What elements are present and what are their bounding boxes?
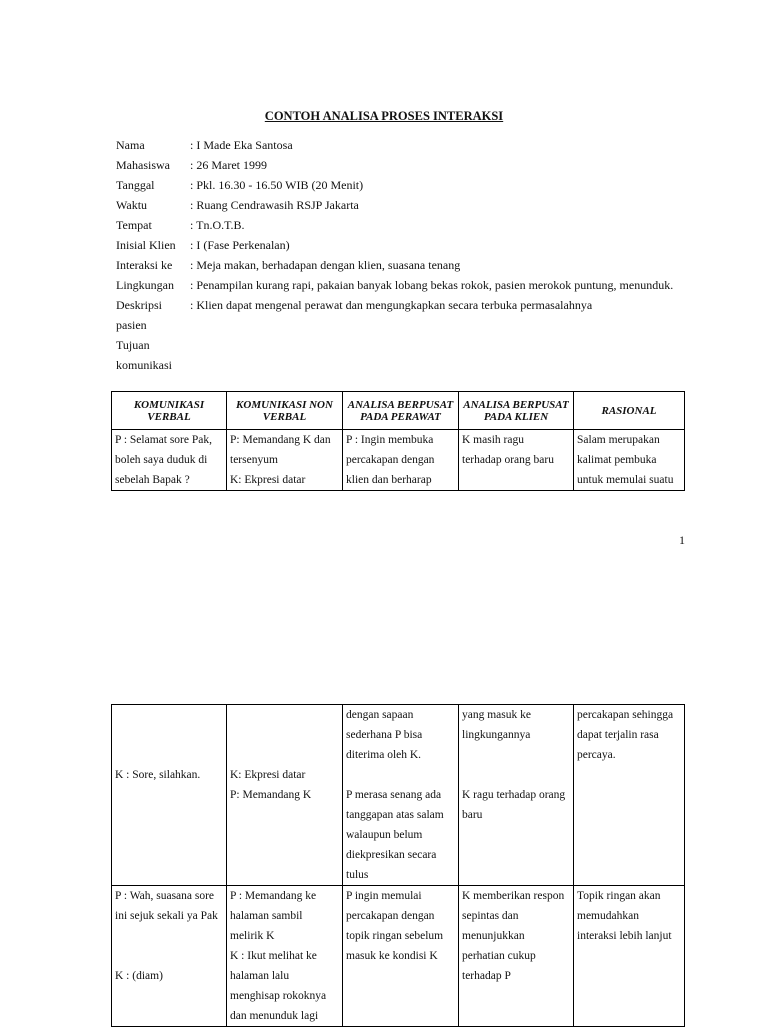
cell-text: percaya.	[577, 749, 616, 761]
cell-text	[462, 470, 570, 490]
cell-text	[230, 725, 339, 745]
meta-label: Tujuan	[116, 338, 150, 352]
meta-row	[116, 255, 716, 275]
cell-text: K : Ikut melihat ke	[230, 950, 317, 962]
cell-text	[115, 725, 223, 745]
cell-text: lingkungannya	[462, 729, 531, 741]
cell-text: K : Sore, silahkan.	[115, 769, 201, 781]
meta-label: Interaksi ke	[116, 258, 173, 272]
meta-row	[116, 175, 716, 195]
cell-text	[577, 845, 681, 865]
meta-row	[116, 155, 716, 175]
meta-value: : Meja makan, berhadapan dengan klien, suasana tenang	[190, 258, 461, 272]
header-nonverbal: KOMUNIKASI NON VERBAL	[227, 392, 343, 430]
table-row	[112, 430, 685, 491]
cell-verbal	[112, 705, 227, 886]
cell-text	[577, 785, 681, 805]
cell-text	[115, 785, 223, 805]
cell-text: interaksi lebih lanjut	[577, 930, 672, 942]
cell-text: tanggapan atas salam	[346, 809, 444, 821]
cell-text: P : Memandang ke	[230, 890, 317, 902]
cell-text	[115, 745, 223, 765]
cell-analisa-klien	[459, 886, 574, 1027]
cell-text: sebelah Bapak ?	[115, 474, 190, 486]
cell-text: tulus	[346, 869, 369, 881]
cell-text: P merasa senang ada	[346, 789, 442, 801]
meta-value: : Pkl. 16.30 - 16.50 WIB (20 Menit)	[190, 178, 364, 192]
cell-text	[577, 966, 681, 986]
cell-text	[230, 745, 339, 765]
cell-text	[115, 805, 223, 825]
cell-text: masuk ke kondisi K	[346, 950, 438, 962]
meta-value: : Penampilan kurang rapi, pakaian banyak lobang bekas rokok, pasien merokok puntung, menunduk.	[190, 278, 674, 292]
cell-text: K masih ragu	[462, 434, 524, 446]
meta-value	[190, 335, 716, 355]
cell-text	[115, 845, 223, 865]
cell-text	[577, 825, 681, 845]
meta-section	[116, 135, 716, 375]
meta-label: Deskripsi	[116, 298, 162, 312]
cell-text: K memberikan respon	[462, 890, 565, 902]
meta-row	[116, 275, 716, 295]
cell-text	[577, 765, 681, 785]
cell-text: P : Selamat sore Pak,	[115, 434, 212, 446]
cell-text	[346, 986, 455, 1006]
cell-text	[346, 966, 455, 986]
header-verbal: KOMUNIKASI VERBAL	[112, 392, 227, 430]
cell-text: topik ringan sebelum	[346, 930, 444, 942]
cell-text: kalimat pembuka	[577, 454, 657, 466]
meta-label: Tempat	[116, 218, 152, 232]
cell-text	[115, 926, 223, 946]
cell-text: sepintas dan	[462, 910, 519, 922]
cell-text: halaman sambil	[230, 910, 303, 922]
cell-text	[577, 986, 681, 1006]
cell-text: ini sejuk sekali ya Pak	[115, 910, 218, 922]
cell-analisa-klien	[459, 430, 574, 491]
meta-label: pasien	[116, 318, 147, 332]
cell-text: sederhana P bisa	[346, 729, 423, 741]
cell-text: dan menunduk lagi	[230, 1010, 319, 1022]
meta-row	[116, 315, 716, 335]
cell-rasional	[574, 886, 685, 1027]
cell-text: Topik ringan akan	[577, 890, 661, 902]
cell-text: diterima oleh K.	[346, 749, 422, 761]
cell-text	[462, 1006, 570, 1026]
cell-analisa-klien	[459, 705, 574, 886]
interaction-table-1	[111, 391, 685, 491]
meta-value: : I Made Eka Santosa	[190, 138, 293, 152]
meta-value: : 26 Maret 1999	[190, 158, 267, 172]
header-analisa-perawat: ANALISA BERPUSAT PADA PERAWAT	[343, 392, 459, 430]
cell-text: baru	[462, 809, 483, 821]
meta-label: Inisial Klien	[116, 238, 176, 252]
cell-text: percakapan dengan	[346, 910, 435, 922]
cell-nonverbal	[227, 705, 343, 886]
cell-verbal	[112, 886, 227, 1027]
cell-text: halaman lalu	[230, 970, 290, 982]
meta-value: : Klien dapat mengenal perawat dan mengungkapkan secara terbuka permasalahnya	[190, 298, 593, 312]
cell-text	[346, 1006, 455, 1026]
cell-analisa-perawat	[343, 886, 459, 1027]
cell-text	[462, 845, 570, 865]
meta-row	[116, 335, 716, 355]
cell-rasional	[574, 430, 685, 491]
cell-text: menghisap rokoknya	[230, 990, 327, 1002]
cell-text: menunjukkan	[462, 930, 525, 942]
cell-text: K: Ekpresi datar	[230, 474, 306, 486]
cell-text	[115, 1006, 223, 1026]
cell-text: P: Memandang K dan	[230, 434, 331, 446]
meta-label: Nama	[116, 138, 145, 152]
cell-text	[230, 845, 339, 865]
cell-text	[462, 765, 570, 785]
cell-nonverbal	[227, 886, 343, 1027]
cell-text	[346, 765, 455, 785]
cell-text: terhadap P	[462, 970, 511, 982]
cell-analisa-perawat	[343, 705, 459, 886]
meta-label: Mahasiswa	[116, 158, 170, 172]
cell-analisa-perawat	[343, 430, 459, 491]
cell-text	[462, 745, 570, 765]
table-row	[112, 886, 685, 1027]
cell-text: percakapan dengan	[346, 454, 435, 466]
cell-text: melirik K	[230, 930, 275, 942]
cell-text: tersenyum	[230, 454, 278, 466]
cell-text	[115, 825, 223, 845]
meta-row	[116, 295, 716, 315]
cell-text: perhatian cukup	[462, 950, 536, 962]
cell-text: walaupun belum	[346, 829, 423, 841]
meta-row	[116, 215, 716, 235]
cell-text: klien dan berharap	[346, 474, 432, 486]
cell-verbal	[112, 430, 227, 491]
cell-text: dengan sapaan	[346, 709, 414, 721]
meta-row	[116, 135, 716, 155]
cell-text: dapat terjalin rasa	[577, 729, 659, 741]
cell-text	[115, 986, 223, 1006]
meta-value: : I (Fase Perkenalan)	[190, 238, 290, 252]
meta-row	[116, 235, 716, 255]
cell-text	[577, 946, 681, 966]
meta-value	[190, 355, 716, 375]
cell-text	[462, 825, 570, 845]
cell-text	[230, 805, 339, 825]
cell-text: K ragu terhadap orang	[462, 789, 566, 801]
cell-text: Salam merupakan	[577, 434, 660, 446]
document-title: CONTOH ANALISA PROSES INTERAKSI	[264, 109, 504, 123]
cell-text: memudahkan	[577, 910, 639, 922]
cell-text: K: Ekpresi datar	[230, 769, 306, 781]
interaction-table-2	[111, 704, 685, 1027]
cell-text: percakapan sehingga	[577, 709, 674, 721]
cell-nonverbal	[227, 430, 343, 491]
cell-text	[115, 946, 223, 966]
cell-text	[577, 805, 681, 825]
meta-label: Waktu	[116, 198, 148, 212]
meta-value: : Ruang Cendrawasih RSJP Jakarta	[190, 198, 359, 212]
cell-text: P ingin memulai	[346, 890, 422, 902]
meta-row	[116, 195, 716, 215]
cell-text	[230, 705, 339, 725]
meta-value: : Tn.O.T.B.	[190, 218, 245, 232]
cell-text: yang masuk ke	[462, 709, 531, 721]
meta-value	[190, 315, 716, 335]
cell-text: P : Ingin membuka	[346, 434, 434, 446]
cell-text: diekpresikan secara	[346, 849, 437, 861]
cell-text: untuk memulai suatu	[577, 474, 674, 486]
meta-label: komunikasi	[116, 358, 172, 372]
table-row	[112, 705, 685, 886]
cell-text: terhadap orang baru	[462, 454, 554, 466]
meta-label: Tanggal	[116, 178, 155, 192]
cell-text: P : Wah, suasana sore	[115, 890, 215, 902]
header-analisa-klien: ANALISA BERPUSAT PADA KLIEN	[459, 392, 574, 430]
cell-text: boleh saya duduk di	[115, 454, 208, 466]
cell-text	[115, 705, 223, 725]
header-rasional: RASIONAL	[574, 392, 685, 430]
cell-text: K : (diam)	[115, 970, 163, 982]
meta-row	[116, 355, 716, 375]
cell-text	[577, 1006, 681, 1026]
cell-text: P: Memandang K	[230, 789, 312, 801]
cell-text	[230, 825, 339, 845]
page-number: 1	[679, 533, 685, 547]
cell-text	[462, 986, 570, 1006]
cell-rasional	[574, 705, 685, 886]
meta-label: Lingkungan	[116, 278, 174, 292]
